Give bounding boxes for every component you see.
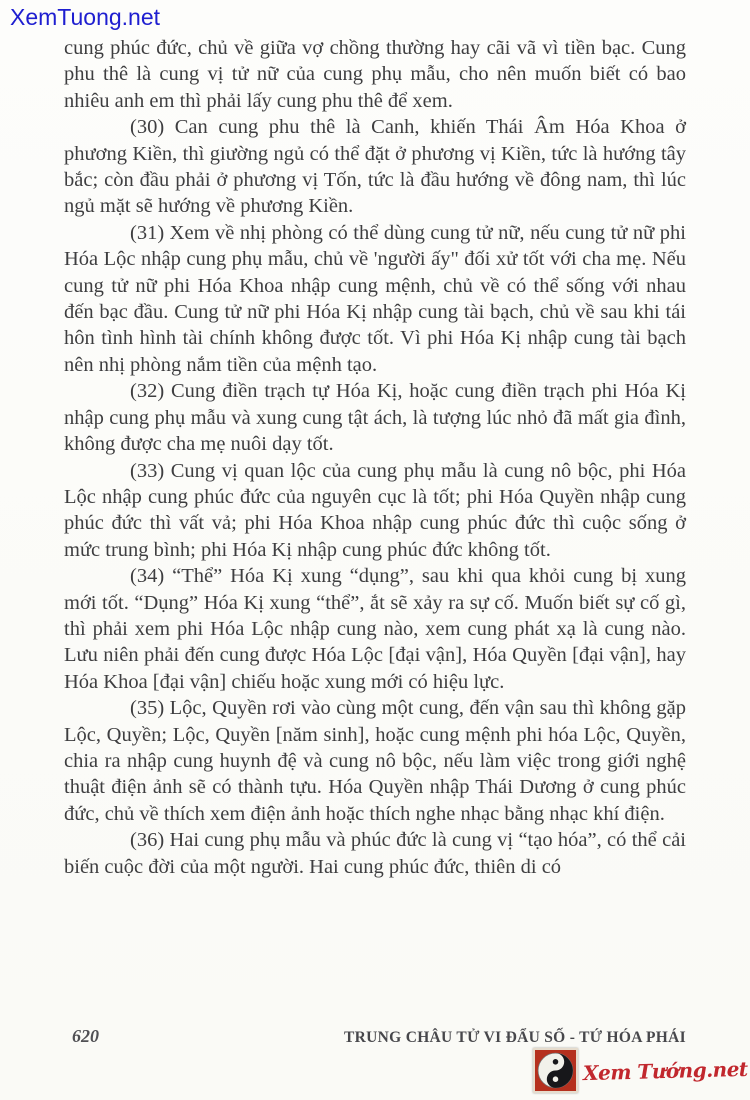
- paragraph: (33) Cung vị quan lộc của cung phụ mẫu là cung nô bộc, phi Hóa Lộc nhập cung phúc đức của nguyên cục là tốt; phi Hóa Quyền nhập cung phúc đức thì vất vả; phi Hóa Khoa nhập cung phúc đức thì cuộc sống ở mức trung bình; phi Hóa Kị nhập cung phúc đức không tốt.: [64, 459, 686, 561]
- watermark-site-link[interactable]: XemTuong.net: [10, 4, 161, 30]
- paragraph: cung phúc đức, chủ về giữa vợ chồng thường hay cãi vã vì tiền bạc. Cung phu thê là cung vị tử nữ của cung phụ mẫu, cho nên muốn biết có bao nhiêu anh em thì phải lấy cung phu thê để xem.: [64, 37, 686, 112]
- paragraph: (31) Xem về nhị phòng có thể dùng cung tử nữ, nếu cung tử nữ phi Hóa Lộc nhập cung phụ mẫu, chủ về 'người ấy" đối xử tốt với cha mẹ. Nếu cung tử nữ phi Hóa Khoa nhập cung mệnh, chủ về có thể sống với nhau đến bạc đầu. Cung tử nữ phi Hóa Kị nhập cung tài bạch, chủ về sau khi tái hôn tình hình tài chính không được tốt. Vì phi Hóa Kị nhập cung tài bạch nên nhị phòng nắm tiền của mệnh tạo.: [64, 221, 686, 376]
- paragraph: (34) “Thể” Hóa Kị xung “dụng”, sau khi qua khỏi cung bị xung mới tốt. “Dụng” Hóa Kị xung “thể”, ắt sẽ xảy ra sự cố. Muốn biết sự cố gì, thì phải xem phi Hóa Lộc nhập cung nào, xem cung phát xạ là cung nào. Lưu niên phải đến cung được Hóa Lộc [đại vận], Hóa Quyền [đại vận], hay Hóa Khoa [đại vận] chiếu hoặc xung mới có hiệu lực.: [64, 565, 686, 693]
- running-title: TRUNG CHÂU TỬ VI ĐẨU SỐ - TỨ HÓA PHÁI: [344, 1029, 686, 1046]
- book-page-text: [64, 35, 686, 880]
- yin-yang-icon: [533, 1048, 578, 1093]
- paragraph: (35) Lộc, Quyền rơi vào cùng một cung, đến vận sau thì không gặp Lộc, Quyền; Lộc, Quyền [năm sinh], hoặc cung mệnh phi hóa Lộc, Quyền, chia ra nhập cung huynh đệ và cung nô bộc, nếu làm việc trong giới nghệ thuật điện ảnh sẽ có thành tựu. Hóa Quyền nhập Thái Dương ở cung phúc đức, chủ về thích xem điện ảnh hoặc thích nghe nhạc bằng nhạc khí điện.: [64, 697, 686, 825]
- paragraph: (36) Hai cung phụ mẫu và phúc đức là cung vị “tạo hóa”, có thể cải biến cuộc đời của một người. Hai cung phúc đức, thiên di có: [64, 829, 686, 878]
- site-logo-text: Xem Tướng.net: [583, 1056, 749, 1085]
- site-logo-link[interactable]: [533, 1048, 748, 1093]
- page-footer: [72, 1026, 686, 1047]
- paragraph: (30) Can cung phu thê là Canh, khiến Thái Âm Hóa Khoa ở phương Kiền, thì giường ngủ có thể đặt ở phương vị Kiền, tức là hướng tây bắc; còn đầu phải ở phương vị Tốn, tức là đầu hướng về đông nam, thì lúc ngủ mặt sẽ hướng về phương Kiền.: [64, 116, 686, 218]
- paragraph: (32) Cung điền trạch tự Hóa Kị, hoặc cung điền trạch phi Hóa Kị nhập cung phụ mẫu và xung cung tật ách, là tượng lúc nhỏ đã mất gia đình, không được cha mẹ nuôi dạy tốt.: [64, 380, 686, 456]
- page-number: 620: [72, 1026, 99, 1046]
